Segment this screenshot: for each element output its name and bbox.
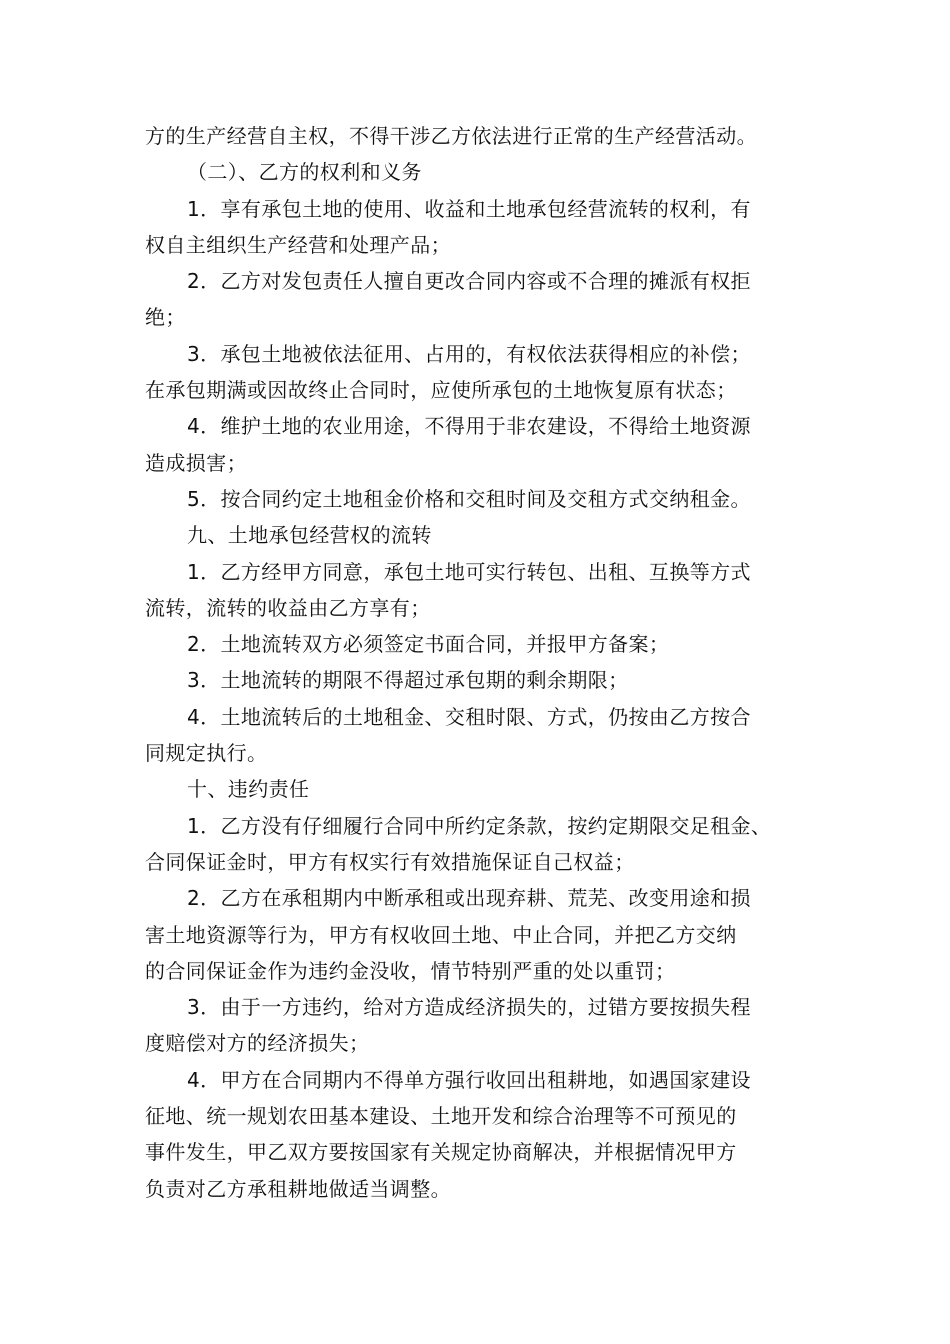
- text-line: 合同保证金时，甲方有权实行有效措施保证自己权益；: [145, 849, 635, 874]
- text-line: 度赔偿对方的经济损失；: [145, 1031, 370, 1056]
- text-line: 2．乙方在承租期内中断承租或出现弃耕、荒芜、改变用途和损: [187, 886, 751, 911]
- text-line: 4．土地流转后的土地租金、交租时限、方式，仍按由乙方按合: [187, 704, 751, 729]
- text-line: 3．承包土地被依法征用、占用的，有权依法获得相应的补偿；: [187, 341, 751, 366]
- text-line: 征地、统一规划农田基本建设、土地开发和综合治理等不可预见的: [145, 1104, 737, 1129]
- text-line: 流转，流转的收益由乙方享有；: [145, 595, 431, 620]
- text-line: 的合同保证金作为违约金没收，情节特别严重的处以重罚；: [145, 958, 676, 983]
- text-line: 造成损害；: [145, 450, 247, 475]
- text-line: 害土地资源等行为，甲方有权收回土地、中止合同，并把乙方交纳: [145, 922, 737, 947]
- contract-text: [145, 118, 825, 1207]
- text-line: 2．土地流转双方必须签定书面合同，并报甲方备案；: [187, 632, 670, 657]
- text-line: 方的生产经营自主权，不得干涉乙方依法进行正常的生产经营活动。: [145, 124, 757, 148]
- text-line: 4．维护土地的农业用途，不得用于非农建设，不得给土地资源: [187, 414, 751, 439]
- text-line: 4．甲方在合同期内不得单方强行收回出租耕地，如遇国家建设: [187, 1067, 751, 1092]
- text-line: 绝；: [145, 305, 186, 330]
- section-heading-transfer: 九、土地承包经营权的流转: [187, 523, 432, 548]
- text-line: 2．乙方对发包责任人擅自更改合同内容或不合理的摊派有权拒: [187, 269, 751, 294]
- text-line: 1．享有承包土地的使用、收益和土地承包经营流转的权利，有: [187, 196, 751, 221]
- text-line: 3．由于一方违约，给对方造成经济损失的，过错方要按损失程: [187, 995, 751, 1020]
- section-heading-breach: 十、违约责任: [187, 777, 310, 802]
- text-line: 同规定执行。: [145, 741, 268, 766]
- text-line: 1．乙方经甲方同意，承包土地可实行转包、出租、互换等方式: [187, 559, 751, 584]
- text-line: 在承包期满或因故终止合同时，应使所承包的土地恢复原有状态；: [145, 378, 737, 403]
- text-line: 负责对乙方承租耕地做适当调整。: [145, 1176, 451, 1201]
- text-line: 3．土地流转的期限不得超过承包期的剩余期限；: [187, 668, 629, 693]
- text-line: 1．乙方没有仔细履行合同中所约定条款，按约定期限交足租金、: [187, 813, 772, 838]
- text-line: 5．按合同约定土地租金价格和交租时间及交租方式交纳租金。: [187, 486, 751, 511]
- section-heading-party-b-rights: （二）、乙方的权利和义务: [187, 160, 422, 185]
- text-line: 权自主组织生产经营和处理产品；: [145, 232, 451, 257]
- text-line: 事件发生，甲乙双方要按国家有关规定协商解决，并根据情况甲方: [145, 1140, 737, 1165]
